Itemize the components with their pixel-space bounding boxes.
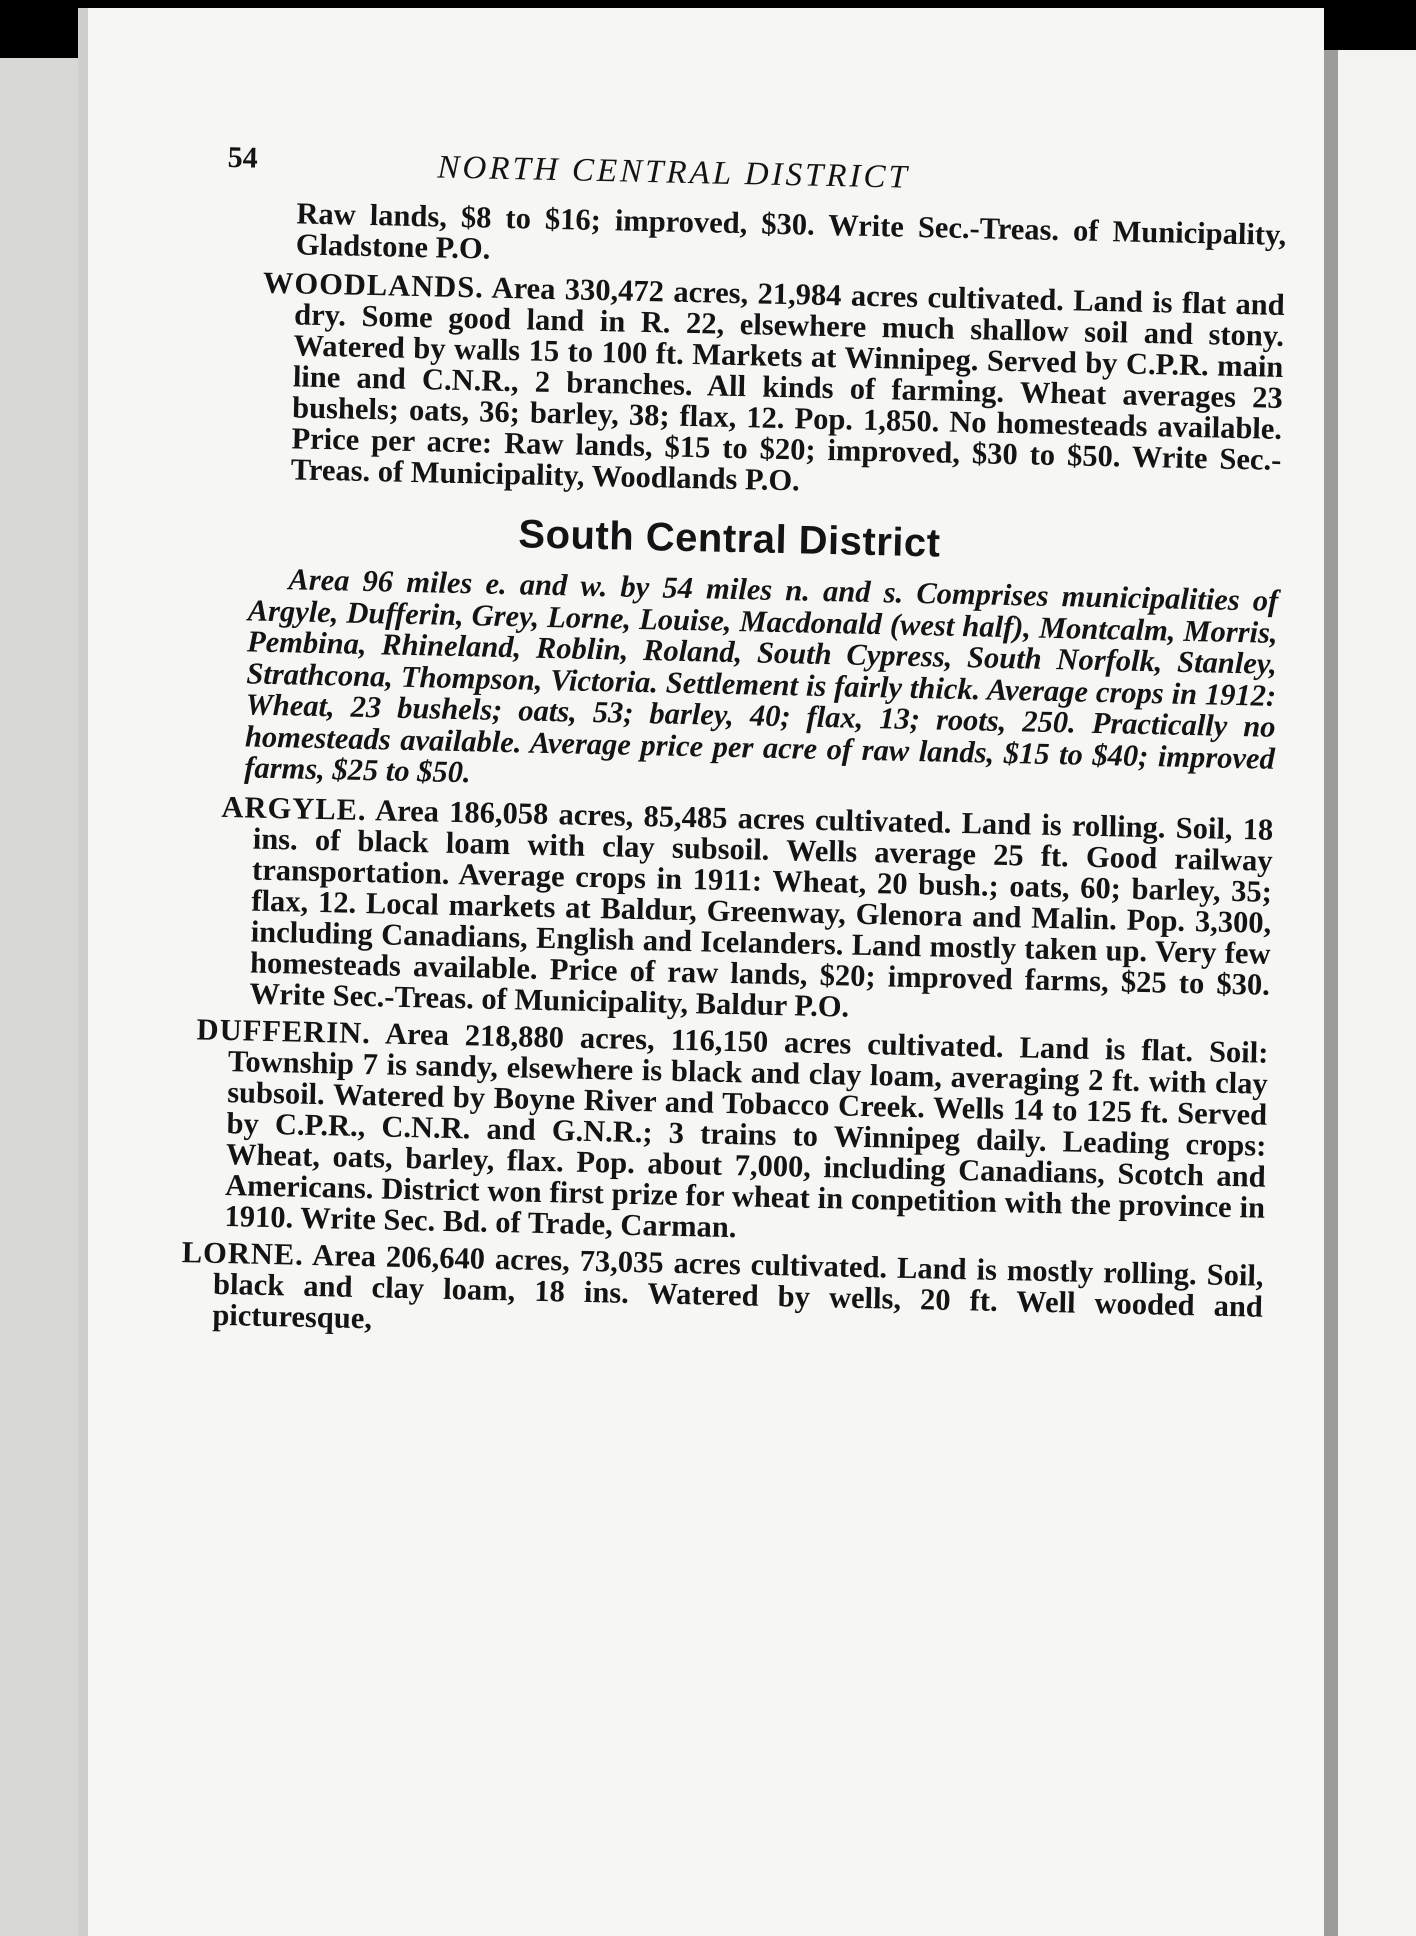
entry-text-argyle: Area 186,058 acres, 85,485 acres cultivated. Land is rolling. Soil, 18 ins. of black loam with clay subsoil. Wells average 25 ft. Good railway transportation. Average crops in 1911: Wheat, 20 bush.; oats, 60; barley, 35; flax, 12. Local markets at Baldur, Greenway, Glenora and Malin. Pop. 3,300, including Canadians, English and Icelanders. Land mostly taken up. Very few homesteads available. Price of raw lands, $20; improved farms, $25 to $30. Write Sec.-Treas. of Municipality, Baldur P.O. [249, 792, 1274, 1024]
continuation-paragraph: Raw lands, $8 to $16; improved, $30. Write Sec.-Treas. of Municipality, Gladstone P.O. [295, 196, 1287, 266]
entry-name-argyle: ARGYLE. [221, 789, 367, 827]
entry-lorne [162, 1236, 1264, 1353]
page-number: 54 [227, 140, 259, 175]
entry-text-dufferin: Area 218,880 acres, 116,150 acres cultivated. Land is flat. Soil: Township 7 is sandy, elsewhere is black and clay loam, averaging 2 ft. with clay subsoil. Watered by Boyne River and Tobacco Creek. Wells 14 to 125 ft. Served by C.P.R., C.N.R. and G.N.R.; 3 trains to Winnipeg daily. Leading crops: Wheat, oats, barley, flax. Pop. about 7,000, including Canadians, Scotch and Americans. District won first prize for wheat in conpetition with the province in 1910. Write Sec. Bd. of Trade, Carman. [224, 1016, 1269, 1244]
adjacent-page-right [1338, 50, 1416, 1936]
entry-argyle [169, 790, 1273, 1031]
entry-woodlands [181, 266, 1285, 507]
entry-text-woodlands: Area 330,472 acres, 21,984 acres cultivated. Land is flat and dry. Some good land in R. 22, elsewhere much shallow soil and stony. Watered by walls 15 to 100 ft. Markets at Winnipeg. Served by C.P.R. main line and C.N.R., 2 branches. All kinds of farming. Wheat averages 23 bushels; oats, 36; barley, 38; flax, 12. Pop. 1,850. No homesteads available. Price per acre: Raw lands, $15 to $20; improved, $30 to $50. Write Sec.-Treas. of Municipality, Woodlands P.O. [290, 270, 1286, 498]
section-title: South Central District [517, 512, 941, 566]
entry-text-lorne: Area 206,640 acres, 73,035 acres cultivated. Land is mostly rolling. Soil, black and clay loam, 18 ins. Watered by wells, 20 ft. Well wooded and picturesque, [212, 1237, 1264, 1335]
entry-name-lorne: LORNE. [181, 1234, 305, 1272]
entry-name-dufferin: DUFFERIN. [196, 1011, 372, 1050]
entry-dufferin [164, 1013, 1268, 1254]
book-page [78, 8, 1324, 1936]
running-title: NORTH CENTRAL DISTRICT [437, 149, 911, 196]
section-summary: Area 96 miles e. and w. by 54 miles n. and s. Comprises municipalities of Argyle, Dufferin, Grey, Lorne, Louise, Macdonald (west half), Montcalm, Morris, Pembina, Rhineland, Roblin, Roland, South Cypress, South Norfolk, Stanley, Strathcona, Thompson, Victoria. Settlement is fairly thick. Average crops in 1912: Wheat, 23 bushels; oats, 53; barley, 40; flax, 13; roots, 250. Practically no homesteads available. Average price per acre of raw lands, $15 to $40; improved farms, $25 to $50. [244, 562, 1279, 790]
page-content [162, 136, 1288, 1353]
entry-name-woodlands: WOODLANDS. [262, 265, 485, 305]
